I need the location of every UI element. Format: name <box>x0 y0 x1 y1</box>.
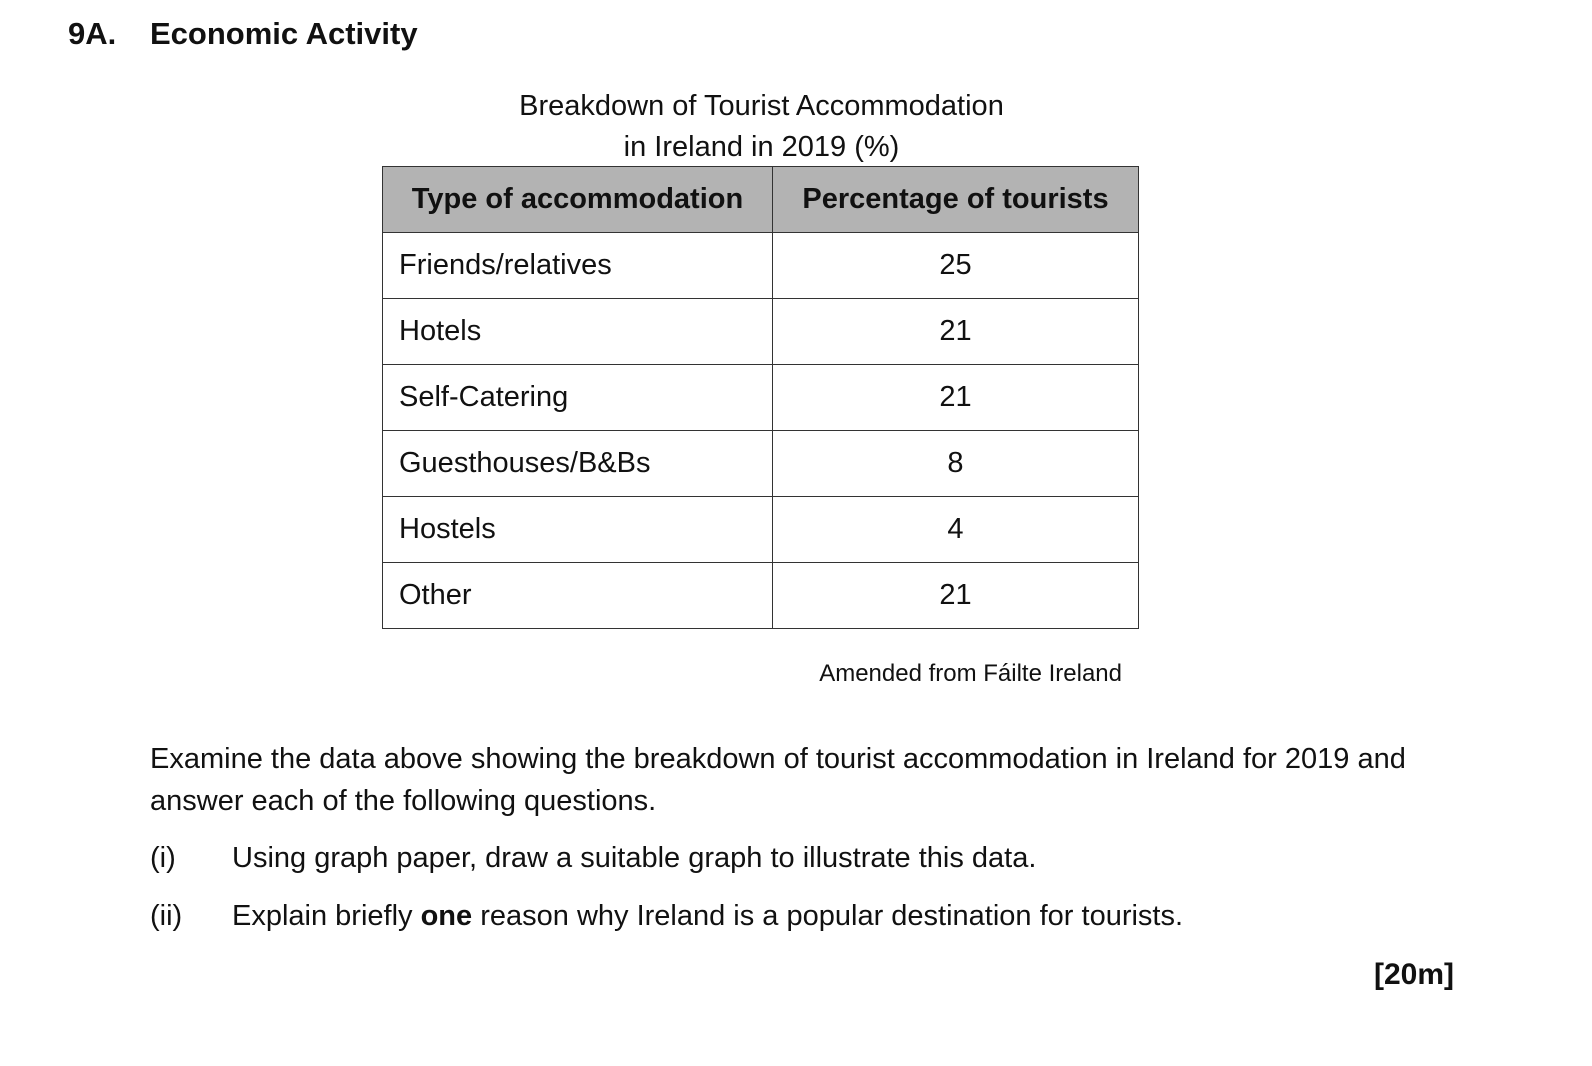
cell-percentage: 21 <box>773 365 1139 431</box>
cell-type: Friends/relatives <box>383 233 773 299</box>
question-heading: Economic Activity <box>150 16 418 51</box>
question-part-i <box>150 842 1036 875</box>
part-text: Using graph paper, draw a suitable graph to illustrate this data. <box>232 842 1037 874</box>
part-label: (ii) <box>150 900 183 932</box>
table-header-row <box>383 167 1139 233</box>
table-title <box>383 86 1140 168</box>
cell-percentage: 8 <box>773 431 1139 497</box>
question-intro: Examine the data above showing the breakdown of tourist accommodation in Ireland for 2019 and answer each of the following questions. <box>150 743 1406 817</box>
cell-type: Guesthouses/B&Bs <box>383 431 773 497</box>
table-title-line2: in Ireland in 2019 (%) <box>623 131 900 163</box>
source-note: Amended from Fáilte Ireland <box>819 660 1122 687</box>
cell-type: Hostels <box>383 497 773 563</box>
question-part-ii <box>150 900 1183 933</box>
question-number: 9A. <box>68 16 117 51</box>
marks-allocation: [20m] <box>1373 958 1454 991</box>
header-percentage: Percentage of tourists <box>773 167 1139 233</box>
part-label: (i) <box>150 842 176 874</box>
cell-percentage: 21 <box>773 563 1139 629</box>
cell-percentage: 4 <box>773 497 1139 563</box>
part-text-before: Explain briefly <box>232 900 421 932</box>
accommodation-table <box>382 166 1139 629</box>
cell-percentage: 21 <box>773 299 1139 365</box>
cell-type: Self-Catering <box>383 365 773 431</box>
cell-type: Other <box>383 563 773 629</box>
table-row <box>383 497 1139 563</box>
cell-type: Hotels <box>383 299 773 365</box>
table-row <box>383 563 1139 629</box>
table-row <box>383 365 1139 431</box>
table-row <box>383 233 1139 299</box>
header-type: Type of accommodation <box>383 167 773 233</box>
table-row <box>383 299 1139 365</box>
part-text-bold: one <box>420 900 473 932</box>
cell-percentage: 25 <box>773 233 1139 299</box>
table-row <box>383 431 1139 497</box>
table-title-line1: Breakdown of Tourist Accommodation <box>519 90 1004 122</box>
part-text-after: reason why Ireland is a popular destination for tourists. <box>472 900 1184 932</box>
